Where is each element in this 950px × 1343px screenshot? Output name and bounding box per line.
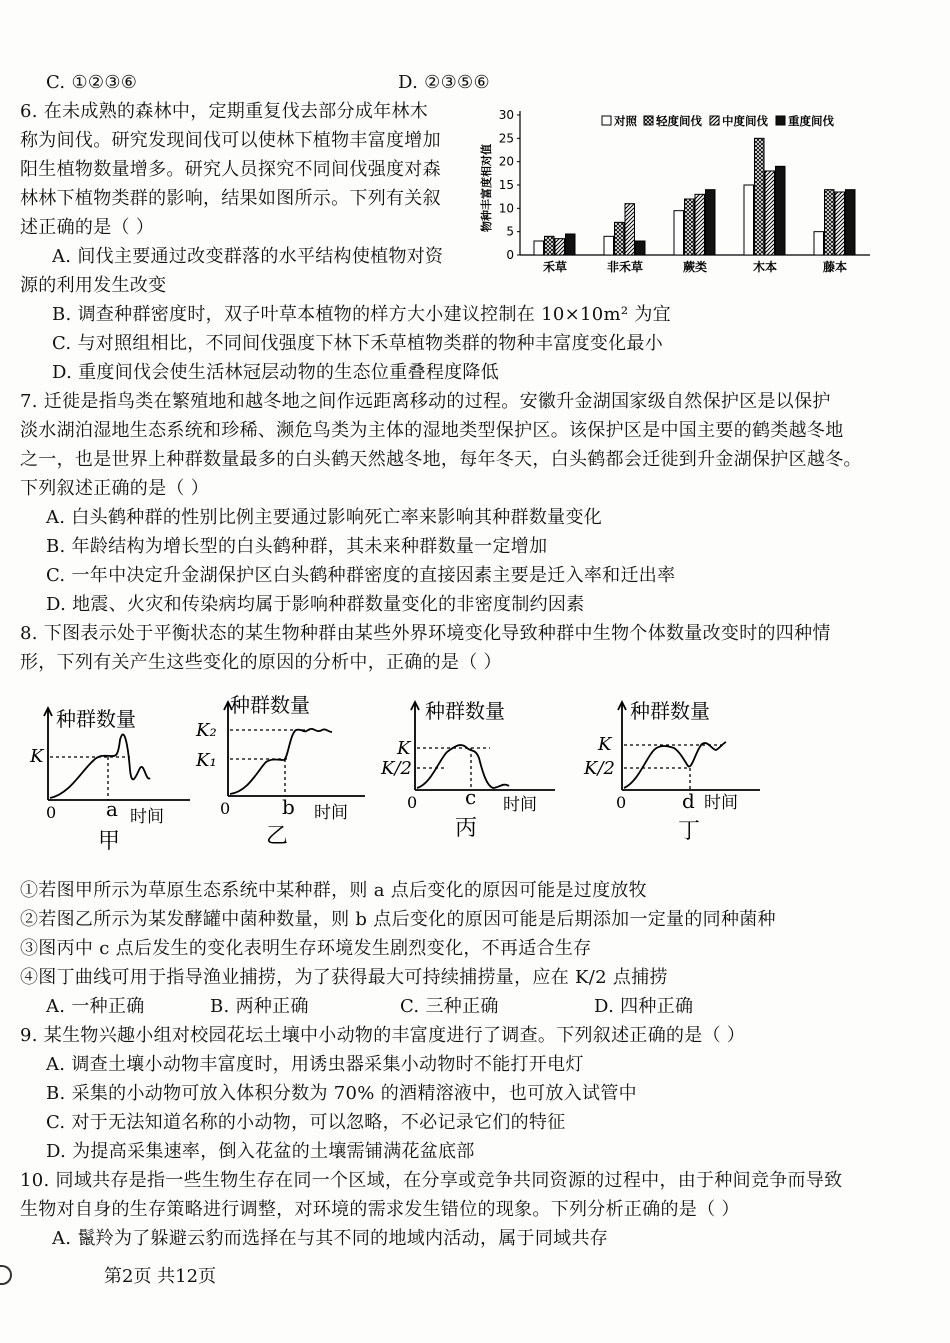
option-c-prev: C. ①②③⑥ xyxy=(46,72,138,93)
q9-option-b: B. 采集的小动物可放入体积分数为 70% 的酒精溶液中，也可放入试管中 xyxy=(46,1083,637,1104)
chart-y-tick-label: 0 xyxy=(506,248,514,262)
fig-population-curve xyxy=(417,745,509,788)
q7-stem-4: 下列叙述正确的是（ ） xyxy=(20,478,210,499)
fig-ylabel: 种群数量 xyxy=(56,707,136,731)
fig-point-label: d xyxy=(682,789,695,813)
fig-k-label: K xyxy=(30,746,44,767)
chart-bar xyxy=(765,171,775,255)
q8-statement-4: ④图丁曲线可用于指导渔业捕捞，为了获得最大可持续捕捞量，应在 K/2 点捕捞 xyxy=(20,967,668,988)
q6-stem-2: 称为间伐。研究发现间伐可以使林下植物丰富度增加 xyxy=(20,130,441,151)
fig-population-curve xyxy=(50,734,150,798)
q6-stem-5: 述正确的是（ ） xyxy=(20,217,155,238)
chart-legend-swatch xyxy=(710,116,719,125)
chart-y-tick-label: 15 xyxy=(498,178,514,192)
chart-legend-swatch xyxy=(602,116,611,125)
q6-option-d: D. 重度间伐会使生活林冠层动物的生态位重叠程度降低 xyxy=(52,362,500,383)
q7-option-c: C. 一年中决定升金湖保护区白头鹤种群密度的直接因素主要是迁入率和迁出率 xyxy=(46,565,676,586)
chart-bar xyxy=(706,190,716,255)
q7-option-b: B. 年龄结构为增长型的白头鹤种群，其未来种群数量一定增加 xyxy=(46,536,548,557)
q8-statement-1: ①若图甲所示为草原生态系统中某种群，则 a 点后变化的原因可能是过度放牧 xyxy=(20,880,647,901)
chart-category-label: 木本 xyxy=(752,260,778,274)
q8-statement-2: ②若图乙所示为某发酵罐中菌种数量，则 b 点后变化的原因可能是后期添加一定量的同种菌种 xyxy=(20,909,776,930)
fig-xlabel: 时间 xyxy=(130,807,164,827)
q9-stem: 9. 某生物兴趣小组对校园花坛土壤中小动物的丰富度进行了调查。下列叙述正确的是（ ） xyxy=(20,1025,746,1046)
q10-stem-2: 生物对自身的生存策略进行调整，对环境的需求发生错位的现象。下列分析正确的是（ ） xyxy=(20,1199,740,1220)
chart-legend-swatch xyxy=(776,116,785,125)
q9-option-d: D. 为提高采集速率，倒入花盆的土壤需铺满花盆底部 xyxy=(46,1141,475,1162)
chart-y-tick-label: 30 xyxy=(498,108,514,122)
q6-stem-1: 6. 在未成熟的森林中，定期重复伐去部分成年林木 xyxy=(20,101,429,122)
fig-k-label: K/2 xyxy=(584,758,615,779)
q7-stem-1: 7. 迁徙是指鸟类在繁殖地和越冬地之间作远距离移动的过程。安徽升金湖国家级自然保护区是以保护 xyxy=(20,391,831,412)
chart-bar xyxy=(604,236,614,255)
chart-bar xyxy=(685,199,695,255)
fig-point-label: a xyxy=(106,797,118,821)
chart-legend-label: 对照 xyxy=(614,114,637,128)
chart-bar xyxy=(744,185,754,255)
chart-legend-label: 中度间伐 xyxy=(722,114,768,128)
q10-option-a: A. 鬣羚为了躲避云豹而选择在与其不同的地域内活动，属于同域共存 xyxy=(52,1228,609,1249)
chart-bar xyxy=(825,190,835,255)
fig-k-label: K/2 xyxy=(381,758,412,779)
q6-option-b: B. 调查种群密度时，双子叶草本植物的样方大小建议控制在 10×10m² 为宜 xyxy=(52,304,671,325)
q8-figure-bing xyxy=(375,690,575,860)
q7-stem-2: 淡水湖泊湿地生态系统和珍稀、濒危鸟类为主体的湿地类型保护区。该保护区是中国主要的鹤类越冬地 xyxy=(20,420,844,441)
chart-bar xyxy=(814,232,824,255)
fig-k-label: K xyxy=(397,738,411,759)
q7-option-a: A. 白头鹤种群的性别比例主要通过影响死亡率来影响其种群数量变化 xyxy=(46,507,603,528)
chart-y-tick-label: 5 xyxy=(506,224,514,239)
fig-k-label: K₂ xyxy=(196,720,217,741)
q8-figure-ding xyxy=(580,690,780,860)
chart-category-label: 非禾草 xyxy=(606,260,644,274)
fig-point-label: b xyxy=(282,795,295,819)
fig-ylabel: 种群数量 xyxy=(630,699,710,723)
chart-bar xyxy=(566,234,576,255)
fig-caption: 乙 xyxy=(266,824,289,849)
page-footer: 第2页 共12页 xyxy=(104,1266,217,1287)
chart-legend-label: 轻度间伐 xyxy=(656,114,702,128)
q7-option-d: D. 地震、火灾和传染病均属于影响种群数量变化的非密度制约因素 xyxy=(46,594,585,615)
chart-legend-swatch xyxy=(644,116,653,125)
q8-option-c: C. 三种正确 xyxy=(400,996,499,1017)
fig-point-label: c xyxy=(465,785,477,809)
q8-stem-1: 8. 下图表示处于平衡状态的某生物种群由某些外界环境变化导致种群中生物个体数量改变时的四种情 xyxy=(20,623,831,644)
fig-origin-label: 0 xyxy=(407,793,418,812)
chart-category-label: 藤本 xyxy=(822,260,848,274)
fig-k-label: K₁ xyxy=(196,750,217,771)
fig-xlabel: 时间 xyxy=(314,803,348,823)
chart-bar xyxy=(846,190,856,255)
fig-xlabel: 时间 xyxy=(503,795,537,815)
q9-option-c: C. 对于无法知道名称的小动物，可以忽略，不必记录它们的特征 xyxy=(46,1112,566,1133)
option-d-prev: D. ②③⑤⑥ xyxy=(398,72,490,93)
fig-ylabel: 种群数量 xyxy=(425,699,505,723)
fig-ylabel: 种群数量 xyxy=(230,693,310,717)
q8-option-a: A. 一种正确 xyxy=(46,996,145,1017)
q8-option-b: B. 两种正确 xyxy=(210,996,309,1017)
chart-bar xyxy=(545,236,555,255)
chart-bar xyxy=(674,211,684,255)
q6-option-a-2: 源的利用发生改变 xyxy=(20,275,167,296)
q9-option-a: A. 调查土壤小动物丰富度时，用诱虫器采集小动物时不能打开电灯 xyxy=(46,1054,584,1075)
q10-stem-1: 10. 同域共存是指一些生物生存在同一个区域，在分享或竞争共同资源的过程中，由于种间竞争而导致 xyxy=(20,1170,843,1191)
chart-bar xyxy=(555,239,565,255)
chart-bar xyxy=(776,166,786,255)
fig-origin-label: 0 xyxy=(616,793,627,812)
q8-stem-2: 形，下列有关产生这些变化的原因的分析中，正确的是（ ） xyxy=(20,652,502,673)
fig-population-curve xyxy=(624,742,726,788)
fig-xlabel: 时间 xyxy=(704,793,738,813)
fig-caption: 甲 xyxy=(98,829,121,854)
binding-hole-mark xyxy=(0,1265,12,1285)
q8-figure-jia xyxy=(20,690,210,860)
q6-stem-3: 阳生植物数量增多。研究人员探究不同间伐强度对森 xyxy=(20,159,441,180)
chart-legend-label: 重度间伐 xyxy=(788,114,834,128)
fig-caption: 丙 xyxy=(455,816,478,841)
q6-bar-chart xyxy=(470,100,890,280)
fig-caption: 丁 xyxy=(678,819,701,844)
chart-bar xyxy=(615,222,625,255)
q6-option-c: C. 与对照组相比，不同间伐强度下林下禾草植物类群的物种丰富度变化最小 xyxy=(52,333,664,354)
q8-option-d: D. 四种正确 xyxy=(594,996,694,1017)
chart-y-tick-label: 25 xyxy=(498,131,514,146)
chart-category-label: 禾草 xyxy=(542,260,568,274)
fig-origin-label: 0 xyxy=(220,799,231,818)
chart-bar xyxy=(695,194,705,255)
chart-y-tick-label: 10 xyxy=(498,201,514,216)
chart-bar xyxy=(835,192,845,255)
chart-bar xyxy=(755,138,765,255)
q8-figure-yi xyxy=(190,688,380,858)
fig-k-label: K xyxy=(598,734,612,755)
fig-origin-label: 0 xyxy=(46,803,57,822)
q8-statement-3: ③图丙中 c 点后发生的变化表明生存环境发生剧烈变化，不再适合生存 xyxy=(20,938,592,959)
chart-category-label: 蕨类 xyxy=(682,260,708,274)
fig-population-curve xyxy=(230,729,332,794)
chart-bar xyxy=(625,204,635,255)
chart-bar xyxy=(534,241,544,255)
q6-option-a-1: A. 间伐主要通过改变群落的水平结构使植物对资 xyxy=(52,246,444,267)
q7-stem-3: 之一，也是世界上种群数量最多的白头鹤天然越冬地，每年冬天，白头鹤都会迁徙到升金湖保护区越冬。 xyxy=(20,449,862,470)
q6-stem-4: 林林下植物类群的影响，结果如图所示。下列有关叙 xyxy=(20,188,441,209)
chart-y-tick-label: 20 xyxy=(498,154,514,169)
chart-bar xyxy=(636,241,646,255)
chart-ylabel: 物种丰富度相对值 xyxy=(480,144,493,232)
